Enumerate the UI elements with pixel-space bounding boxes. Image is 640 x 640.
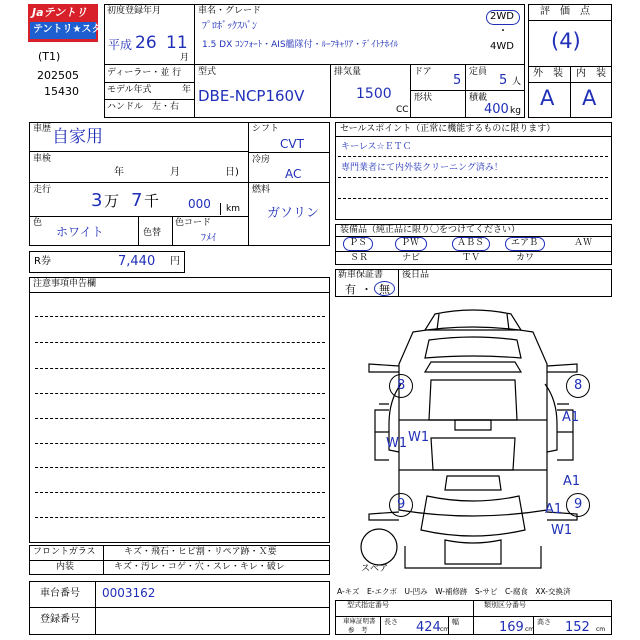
mileage-unit: km bbox=[226, 204, 240, 214]
color-label: 色 bbox=[33, 218, 43, 228]
length-unit: cm bbox=[440, 626, 450, 633]
displacement-unit: CC bbox=[396, 105, 409, 115]
mileage-label: 走行 bbox=[33, 185, 52, 195]
mileage-man-unit: 万 bbox=[104, 192, 120, 210]
color-change-label: 色替 bbox=[143, 228, 162, 238]
car-name: ﾌﾟﾛﾎﾞｯｸｽﾊﾞﾝ bbox=[202, 21, 257, 32]
aircon-value: AC bbox=[285, 167, 302, 181]
width-unit: cm bbox=[525, 626, 535, 633]
equipment-sr: ＳＲ bbox=[350, 253, 369, 263]
drive-dot: ・ bbox=[498, 26, 508, 37]
load-label: 積載 bbox=[469, 93, 488, 103]
fuel-label: 燃料 bbox=[252, 185, 271, 195]
damage-mark-6: A1 bbox=[563, 474, 581, 489]
damage-mark-1: 8 bbox=[397, 378, 406, 393]
first-reg-month: 11 bbox=[166, 33, 188, 53]
mileage-sen-unit: 千 bbox=[144, 192, 160, 210]
width-label: 幅 bbox=[452, 618, 459, 626]
load-unit: kg bbox=[510, 106, 521, 116]
cert-label: 車庫証明書 bbox=[343, 617, 376, 625]
exterior-grade: A bbox=[540, 86, 555, 110]
exterior-label: 外 装 bbox=[533, 68, 563, 79]
class-number-label: 類別区分番号 bbox=[484, 601, 526, 609]
shift-value: CVT bbox=[280, 137, 304, 151]
logo bbox=[28, 4, 112, 42]
car-diagram bbox=[335, 300, 612, 585]
capacity-value: 5 bbox=[499, 73, 508, 88]
mileage-man: 3 bbox=[91, 190, 103, 211]
first-reg-label: 初度登録年月 bbox=[107, 6, 162, 16]
spare-label: スペア bbox=[361, 564, 389, 574]
load-value: 400 bbox=[484, 102, 509, 117]
interior-label: 内 装 bbox=[576, 68, 606, 79]
front-glass-label: フロントガラス bbox=[33, 547, 96, 557]
door-label: ドア bbox=[414, 67, 432, 77]
inspection-day: 日) bbox=[225, 167, 239, 178]
car-name-label: 車名・グレード bbox=[198, 6, 262, 16]
length-label: 長さ bbox=[384, 618, 398, 626]
cert-ref: 参 考 bbox=[348, 626, 368, 634]
equipment-leather: カワ bbox=[516, 253, 535, 263]
recycle-label: R券 bbox=[34, 256, 51, 267]
logo-bottom: テントリ★スター bbox=[33, 24, 112, 35]
sales-point-line-1: キーレス☆ＥＴＣ bbox=[341, 142, 412, 152]
displacement-label: 排気量 bbox=[334, 67, 362, 77]
warranty-label: 新車保証書 bbox=[338, 270, 384, 280]
equipment-ps: ＰＳ bbox=[349, 238, 368, 248]
evaluation-score: (4) bbox=[551, 29, 581, 53]
equipment-navi: ナビ bbox=[402, 253, 421, 263]
length-value: 424 bbox=[416, 620, 441, 635]
width-value: 169 bbox=[499, 620, 524, 635]
model-year-unit: 年 bbox=[182, 85, 192, 95]
logo-top: Jaテントリ bbox=[32, 6, 87, 19]
lot-number-1: 202505 bbox=[37, 69, 79, 82]
damage-mark-2: 8 bbox=[574, 378, 583, 393]
first-reg-month-unit: 月 bbox=[180, 53, 190, 63]
damage-mark-4: W1 bbox=[386, 436, 408, 451]
interior-line-text: キズ・汚レ・コゲ・穴・スレ・キレ・破レ bbox=[114, 562, 285, 572]
height-unit: cm bbox=[596, 626, 606, 633]
warranty-yes: 有 bbox=[345, 283, 356, 296]
spec-number-label: 型式指定番号 bbox=[347, 601, 389, 609]
inspection-label: 車検 bbox=[33, 154, 52, 164]
car-grade: 1.5 DX ｺﾝﾌｫｰﾄ・AIS艦隊付・ﾙｰﾌｷｬﾘｱ・ﾃﾞｲﾄﾅﾎｲﾙ bbox=[202, 40, 399, 50]
dealer-label: ディーラー・並 行 bbox=[107, 68, 182, 78]
drive-4wd: 4WD bbox=[490, 41, 514, 52]
front-glass-text: キズ・飛石・ヒビ割・リペア跡・Ｘ要 bbox=[124, 547, 277, 557]
warranty-no: 無 bbox=[379, 283, 390, 296]
color-code-value: ﾌﾒｲ bbox=[201, 233, 216, 244]
type-label: 型式 bbox=[198, 67, 217, 77]
equipment-aw: ＡＷ bbox=[574, 238, 593, 248]
door-value: 5 bbox=[453, 73, 462, 88]
shift-label: シフト bbox=[252, 124, 280, 134]
warranty-reg-label: 後日品 bbox=[402, 270, 430, 280]
evaluation-label: 評 価 点 bbox=[540, 6, 590, 17]
shape-label: 形状 bbox=[414, 93, 433, 103]
first-reg-era: 平成 bbox=[108, 38, 133, 52]
recycle-unit: 円 bbox=[170, 256, 180, 267]
recycle-value: 7,440 bbox=[118, 254, 156, 269]
registration-label: 登録番号 bbox=[40, 614, 80, 625]
height-value: 152 bbox=[565, 620, 590, 635]
sales-point-line-2: 専門業者にて内外装クリーニング済み！ bbox=[341, 163, 503, 173]
handle-label: ハンドル 左・右 bbox=[107, 102, 180, 112]
sales-point-label: セールスポイント（正常に機能するものに限ります） bbox=[340, 124, 556, 134]
color-value: ホワイト bbox=[56, 225, 104, 239]
warranty-dot: ・ bbox=[361, 283, 372, 296]
history-value: 自家用 bbox=[52, 127, 103, 147]
capacity-unit: 人 bbox=[512, 77, 522, 87]
lot-code: (T1) bbox=[38, 50, 61, 63]
logo-bottom-band bbox=[30, 22, 112, 39]
displacement-value: 1500 bbox=[356, 86, 392, 102]
model-year-label: モデル年式 bbox=[107, 85, 152, 95]
spare-tire-icon bbox=[361, 529, 397, 565]
mileage-sen: 7 bbox=[131, 190, 143, 211]
interior-line-label: 内装 bbox=[56, 562, 75, 572]
interior-grade: A bbox=[582, 86, 597, 110]
damage-mark-5: W1 bbox=[408, 430, 430, 445]
inspection-year: 年 bbox=[114, 167, 124, 178]
chassis-value: 0003162 bbox=[102, 586, 156, 600]
type-value: DBE-NCP160V bbox=[198, 87, 305, 105]
equipment-tv: ＴＶ bbox=[462, 253, 481, 263]
damage-mark-3: A1 bbox=[562, 410, 580, 425]
inspection-month: 月 bbox=[170, 167, 180, 178]
damage-mark-7: 9 bbox=[397, 497, 406, 512]
first-reg-year: 26 bbox=[135, 33, 157, 53]
chassis-label: 車台番号 bbox=[40, 588, 80, 599]
equipment-airbag: エアＢ bbox=[511, 238, 539, 248]
color-code-label: 色コード bbox=[175, 218, 212, 228]
mileage-rest: 000 bbox=[188, 197, 211, 211]
header-box bbox=[104, 4, 525, 118]
aircon-label: 冷房 bbox=[252, 155, 271, 165]
damage-mark-10: W1 bbox=[551, 523, 573, 538]
damage-mark-8: 9 bbox=[574, 497, 583, 512]
drive-2wd: 2WD bbox=[490, 11, 514, 22]
lot-number-2: 15430 bbox=[44, 85, 79, 98]
damage-mark-9: A1 bbox=[545, 502, 563, 517]
height-label: 高さ bbox=[537, 618, 551, 626]
notes-label: 注意事項申告欄 bbox=[33, 279, 97, 289]
equipment-label: 装備品（純正品に限り〇をつけてください） bbox=[340, 225, 521, 235]
capacity-label: 定員 bbox=[469, 67, 488, 77]
damage-legend: A-キズ E-エクボ U-凹み W-補修跡 S-サビ C-腐食 XX-交換済 bbox=[337, 587, 571, 596]
fuel-value: ガソリン bbox=[267, 206, 320, 221]
history-label: 車歴 bbox=[33, 124, 52, 134]
equipment-abs: ＡＢＳ bbox=[457, 238, 485, 248]
recycle-box bbox=[29, 251, 185, 273]
equipment-pw: ＰＷ bbox=[401, 238, 420, 248]
